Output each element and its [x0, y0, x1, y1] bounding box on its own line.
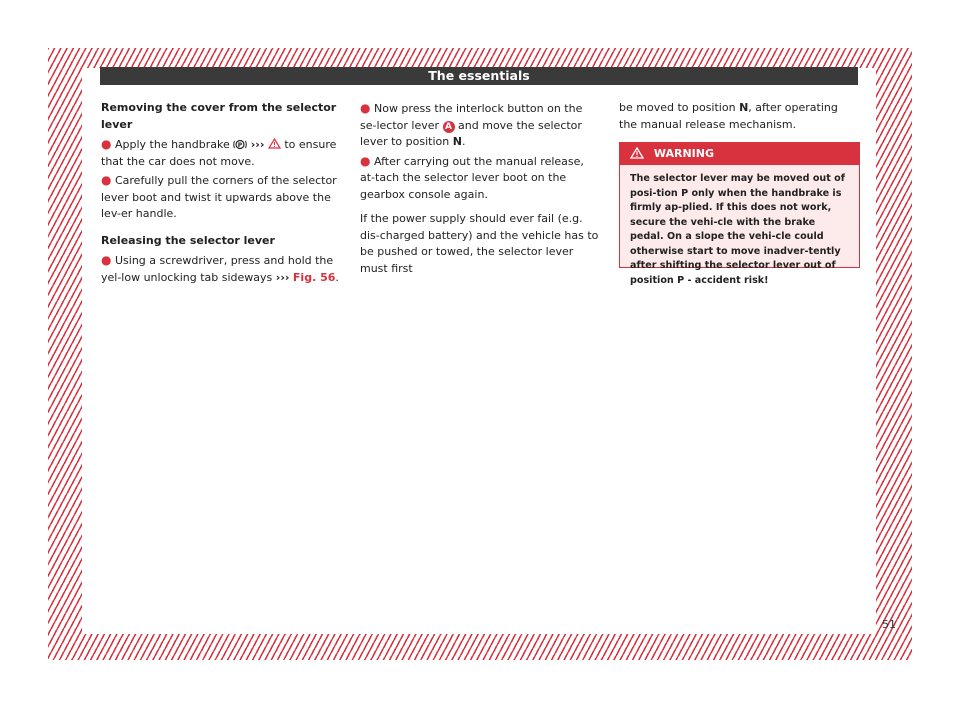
bullet-text: Carefully pull the corners of the selector lever boot and twist it upwards above the lev-er handle.	[101, 174, 337, 220]
figure-link[interactable]: Fig. 56	[292, 270, 336, 284]
reference-arrows: ›››	[275, 270, 290, 284]
paragraph-text: , after operating the manual release mechanism.	[619, 101, 838, 131]
column-3	[619, 100, 859, 141]
warning-text: The selector lever may be moved out of posi-tion P only when the handbrake is firmly ap-plied. If this does not work, secure the vehi-cle with the brake pedal. On a slope the vehi-cle could otherwise start to move inadver-tently after shifting the selector lever out of position P - accident risk!	[630, 173, 845, 286]
bullet-interlock-button	[360, 100, 600, 151]
section-header	[100, 67, 858, 85]
bullet-dot: ●	[101, 173, 112, 187]
bullet-screwdriver	[101, 252, 341, 286]
bullet-text: Apply the handbrake	[114, 138, 230, 151]
bullet-text: Now press the interlock button on the se-lector lever	[360, 102, 583, 132]
bullet-text: .	[335, 270, 339, 284]
paragraph-power-failure: If the power supply should ever fail (e.g. dis-charged battery) and the vehicle has to be pushed or towed, the selector lever must first	[360, 212, 599, 275]
heading-removing-cover: Removing the cover from the selector lever	[101, 101, 337, 131]
bullet-text: Using a screwdriver, press and hold the yel-low unlocking tab sideways	[101, 254, 334, 284]
paragraph-continued	[619, 100, 859, 133]
bullet-text: .	[461, 135, 466, 148]
page-number: 51	[882, 618, 896, 631]
position-n: N	[452, 135, 462, 148]
bullet-dot: ●	[101, 253, 112, 267]
warning-title: WARNING	[653, 147, 714, 160]
column-1	[101, 100, 341, 288]
bullet-apply-handbrake	[101, 136, 341, 170]
column-2	[360, 100, 600, 285]
reference-arrows: ›››	[250, 138, 265, 151]
marker-a-badge: A	[443, 121, 455, 133]
bullet-text: to ensure that the car does not move.	[101, 138, 337, 168]
handbrake-icon	[233, 139, 247, 150]
bullet-text: and move the selector lever to position	[360, 118, 582, 148]
bullet-reattach-boot	[360, 153, 600, 204]
section-title: The essentials	[428, 68, 530, 83]
bullet-dot: ●	[101, 137, 112, 151]
warning-triangle-icon[interactable]	[268, 138, 281, 149]
warning-header	[620, 143, 859, 165]
bullet-dot: ●	[360, 153, 371, 168]
warning-box	[619, 142, 860, 286]
svg-text:P: P	[238, 142, 243, 149]
heading-releasing-lever: Releasing the selector lever	[101, 233, 275, 247]
bullet-text: After carrying out the manual release, at-tach the selector lever boot on the gearbox console again.	[360, 154, 584, 201]
warning-triangle-icon	[630, 147, 644, 159]
position-n: N	[739, 101, 749, 114]
bullet-pull-corners	[101, 172, 341, 223]
bullet-dot: ●	[360, 101, 371, 115]
paragraph-text: be moved to position	[619, 101, 736, 114]
